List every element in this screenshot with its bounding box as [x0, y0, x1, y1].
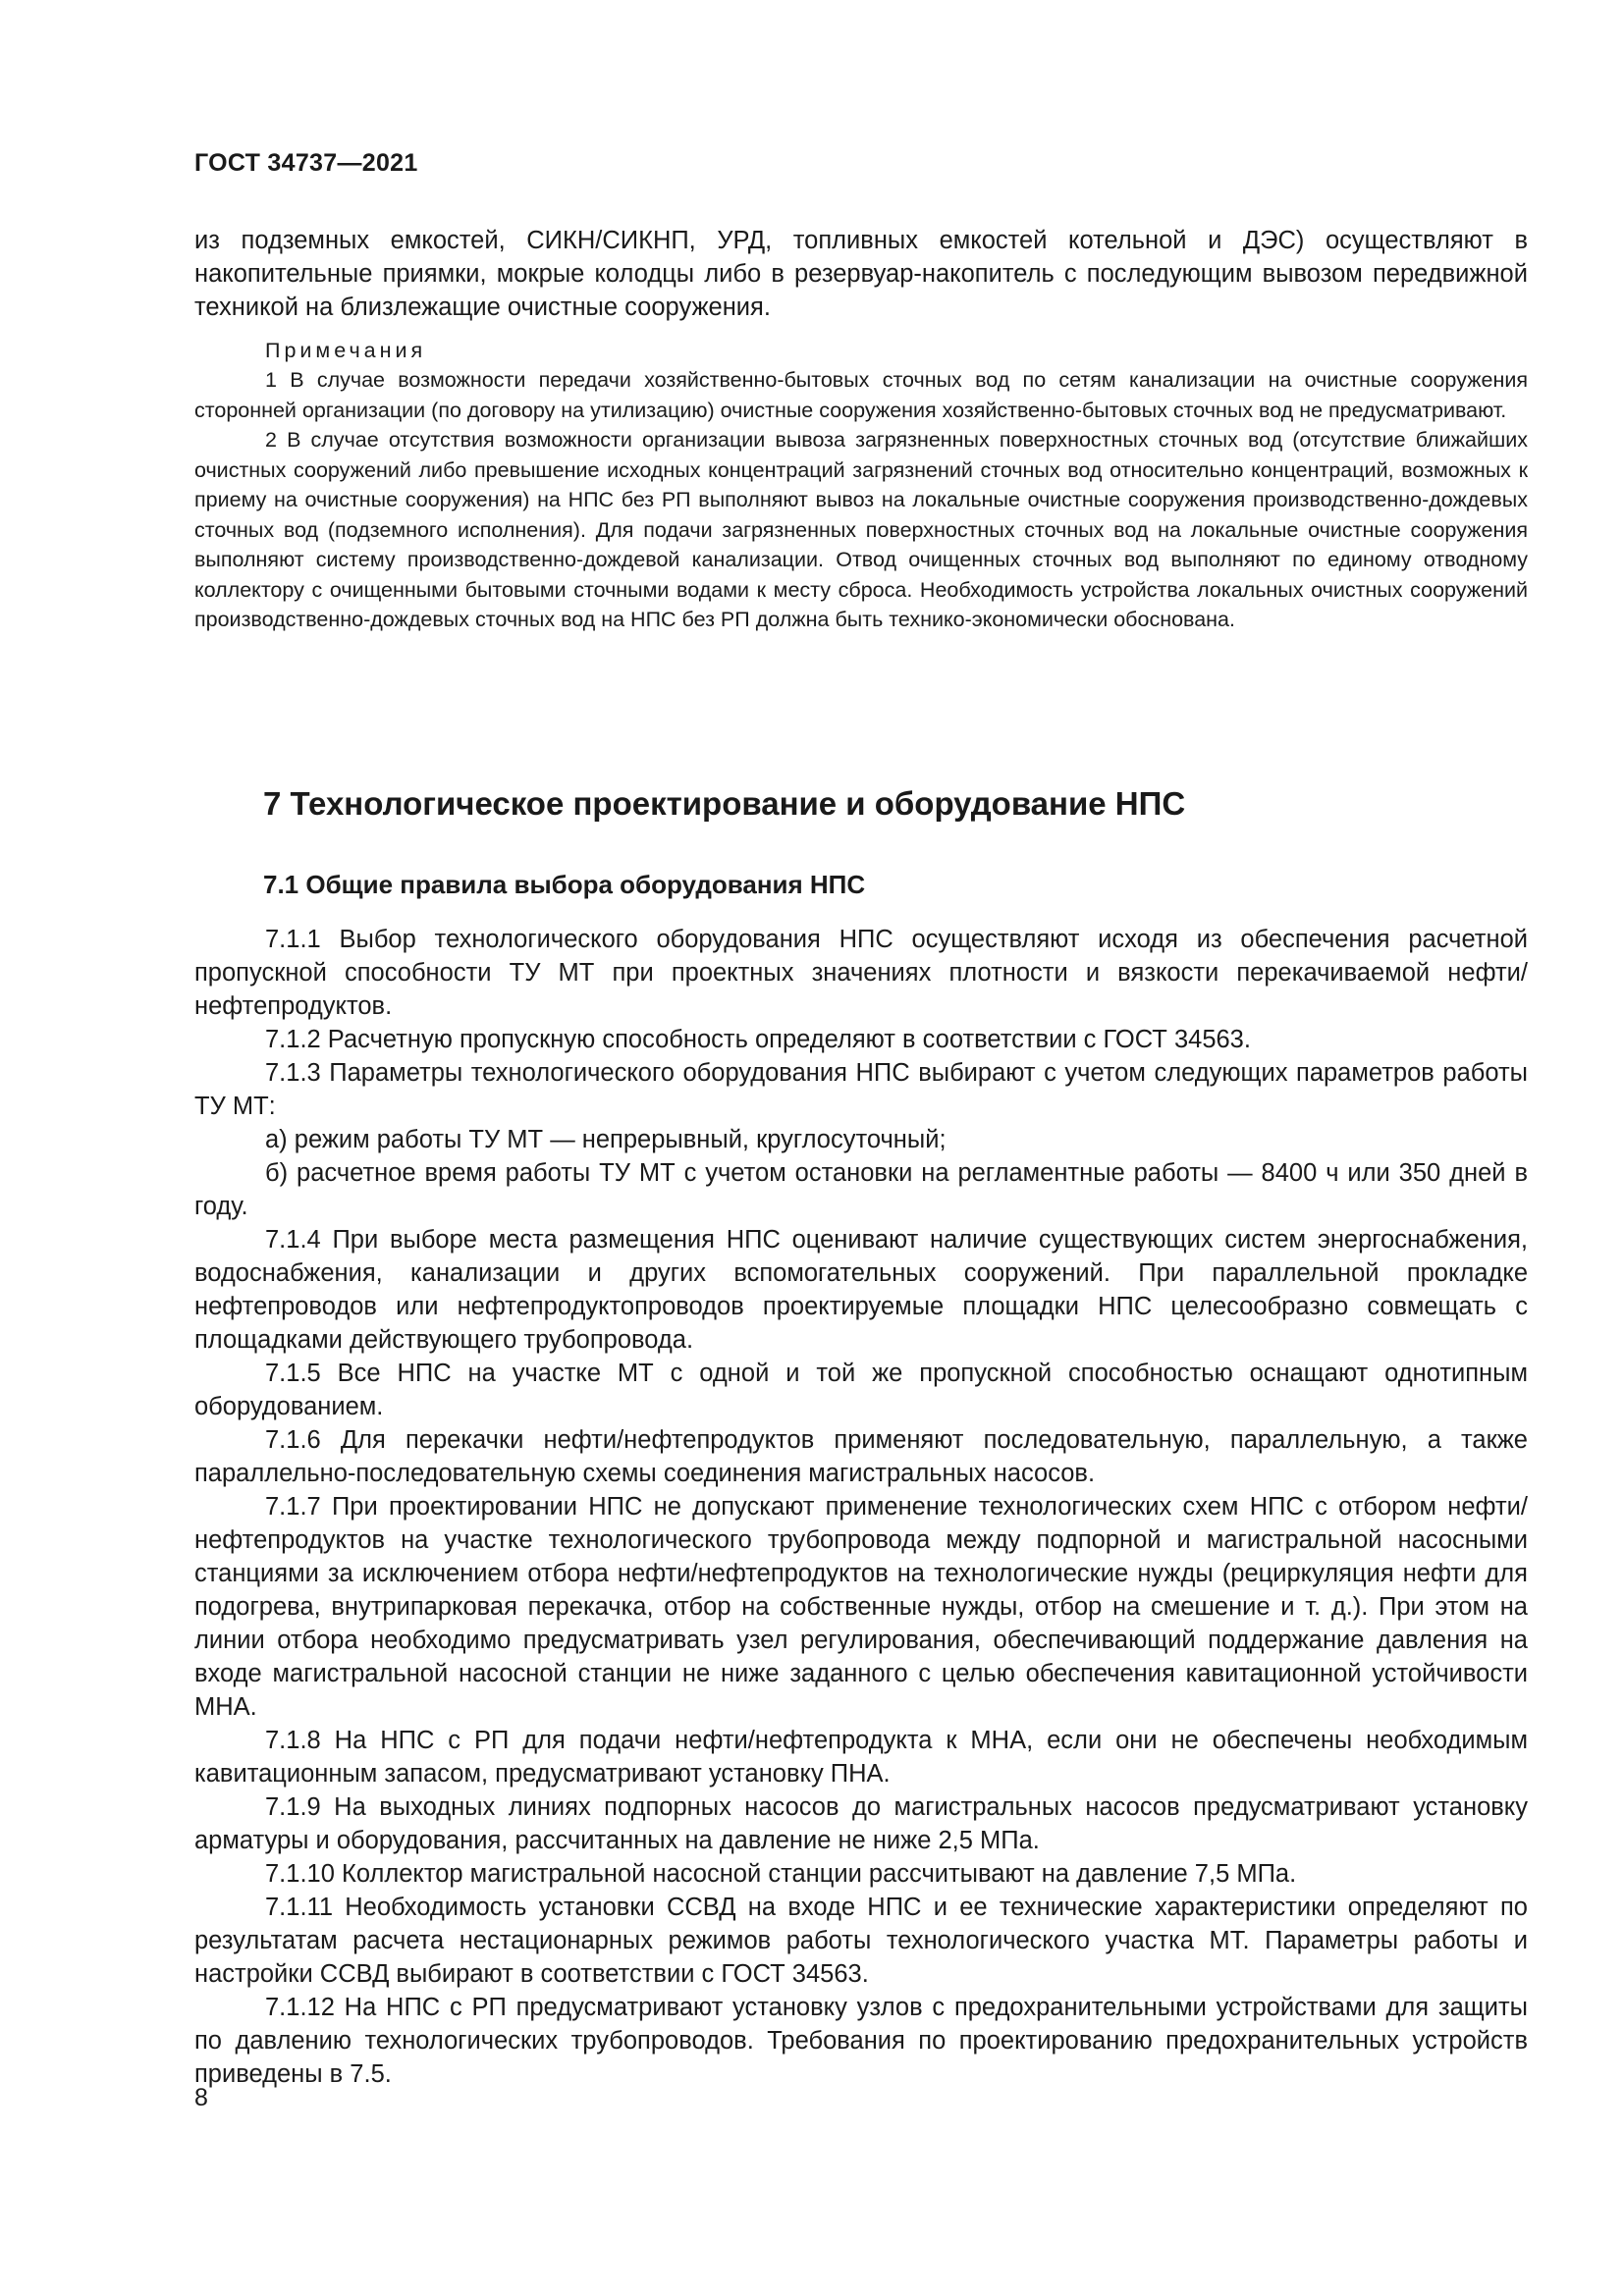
paragraph-7-1-8: 7.1.8 На НПС с РП для подачи нефти/нефтепродукта к МНА, если они не обеспечены необходимым кавитационным запасом, предусматривают установку ПНА. — [194, 1727, 1528, 1788]
intro-block — [194, 224, 1528, 635]
paragraph-7-1-11: 7.1.11 Необходимость установки ССВД на входе НПС и ее технические характеристики определяют по результатам расчета нестационарных режимов работы технологического участка МТ. Параметры работы и настройки ССВД выбирают в соответствии с ГОСТ 34563. — [194, 1894, 1528, 1988]
paragraph-7-1-7: 7.1.7 При проектировании НПС не допускают применение технологических схем НПС с отбором нефти/нефтепродуктов на участке технологического трубопровода между подпорной и магистральной насосными станциями за исключением отбора нефти/нефтепродуктов на технологические нужды (рециркуляция нефти для подогрева, внутрипарковая перекачка, отбор на собственные нужды, отбор на смешение и т. д.). При этом на линии отбора необходимо предусматривать узел регулирования, обеспечивающий поддержание давления на входе магистральной насосной станции не ниже заданного с целью обеспечения кавитационной устойчивости МНА. — [194, 1493, 1528, 1721]
paragraph-7-1-1: 7.1.1 Выбор технологического оборудования НПС осуществляют исходя из обеспечения расчетной пропускной способности ТУ МТ при проектных значениях плотности и вязкости перекачиваемой нефти/ нефтепродуктов. — [194, 926, 1528, 1020]
note-item-1: 1 В случае возможности передачи хозяйственно-бытовых сточных вод по сетям канализации на очистные сооружения сторонней организации (по договору на утилизацию) очистные сооружения хозяйственно-бытовых сточных вод не предусматривают. — [194, 368, 1528, 422]
notes-title: Примечания — [265, 339, 427, 362]
note-item-2: 2 В случае отсутствия возможности организации вывоза загрязненных поверхностных сточных вод (отсутствие ближайших очистных сооружений либо превышение исходных концентраций загрязнений сточных вод относительно концентраций, возможных к приему на очистные сооружения) на НПС без РП выполняют вывоз на локальные очистные сооружения производственно-дождевых сточных вод (подземного исполнения). Для подачи загрязненных поверхностных сточных вод на локальные очистные сооружения выполняют систему производственно-дождевой канализации. Отвод очищенных сточных вод выполняют по единому отводному коллектору с очищенными бытовыми сточными водами к месту сброса. Необходимость устройства локальных очистных сооружений производственно-дождевых сточных вод на НПС без РП должна быть технико-экономически обоснована. — [194, 428, 1528, 631]
page-number: 8 — [194, 2084, 208, 2111]
paragraph-7-1-6: 7.1.6 Для перекачки нефти/нефтепродуктов применяют последовательную, параллельную, а также параллельно-последовательную схемы соединения магистральных насосов. — [194, 1426, 1528, 1487]
paragraph-7-1-12: 7.1.12 На НПС с РП предусматривают установку узлов с предохранительными устройствами для защиты по давлению технологических трубопроводов. Требования по проектированию предохранительных устройств приведены в 7.5. — [194, 1994, 1528, 2088]
subsection-title: 7.1 Общие правила выбора оборудования НПС — [263, 870, 866, 899]
paragraph-7-1-5: 7.1.5 Все НПС на участке МТ с одной и той же пропускной способностью оснащают однотипным оборудованием. — [194, 1360, 1528, 1420]
paragraph-7-1-2: 7.1.2 Расчетную пропускную способность определяют в соответствии с ГОСТ 34563. — [265, 1026, 1251, 1053]
list-item-b: б) расчетное время работы ТУ МТ с учетом остановки на регламентные работы — 8400 ч или 350 дней в году. — [194, 1159, 1528, 1220]
main-text — [194, 923, 1528, 2091]
document-header: ГОСТ 34737—2021 — [194, 149, 418, 177]
paragraph-7-1-4: 7.1.4 При выборе места размещения НПС оценивают наличие существующих систем энергоснабжения, водоснабжения, канализации и других вспомогательных сооружений. При параллельной прокладке нефтепроводов или нефтепродуктопроводов проектируемые площадки НПС целесообразно совмещать с площадками действующего трубопровода. — [194, 1226, 1528, 1354]
intro-paragraph: из подземных емкостей, СИКН/СИКНП, УРД, топливных емкостей котельной и ДЭС) осуществляют в накопительные приямки, мокрые колодцы либо в резервуар-накопитель с последующим вывозом передвижной техникой на близлежащие очистные сооружения. — [194, 227, 1528, 321]
paragraph-7-1-3: 7.1.3 Параметры технологического оборудования НПС выбирают с учетом следующих параметров работы ТУ МТ: — [194, 1059, 1528, 1120]
list-item-a: а) режим работы ТУ МТ — непрерывный, круглосуточный; — [265, 1126, 947, 1153]
paragraph-7-1-10: 7.1.10 Коллектор магистральной насосной станции рассчитывают на давление 7,5 МПа. — [265, 1860, 1297, 1888]
paragraph-7-1-9: 7.1.9 На выходных линиях подпорных насосов до магистральных насосов предусматривают установку арматуры и оборудования, рассчитанных на давление не ниже 2,5 МПа. — [194, 1793, 1528, 1854]
section-title: 7 Технологическое проектирование и оборудование НПС — [263, 785, 1186, 822]
